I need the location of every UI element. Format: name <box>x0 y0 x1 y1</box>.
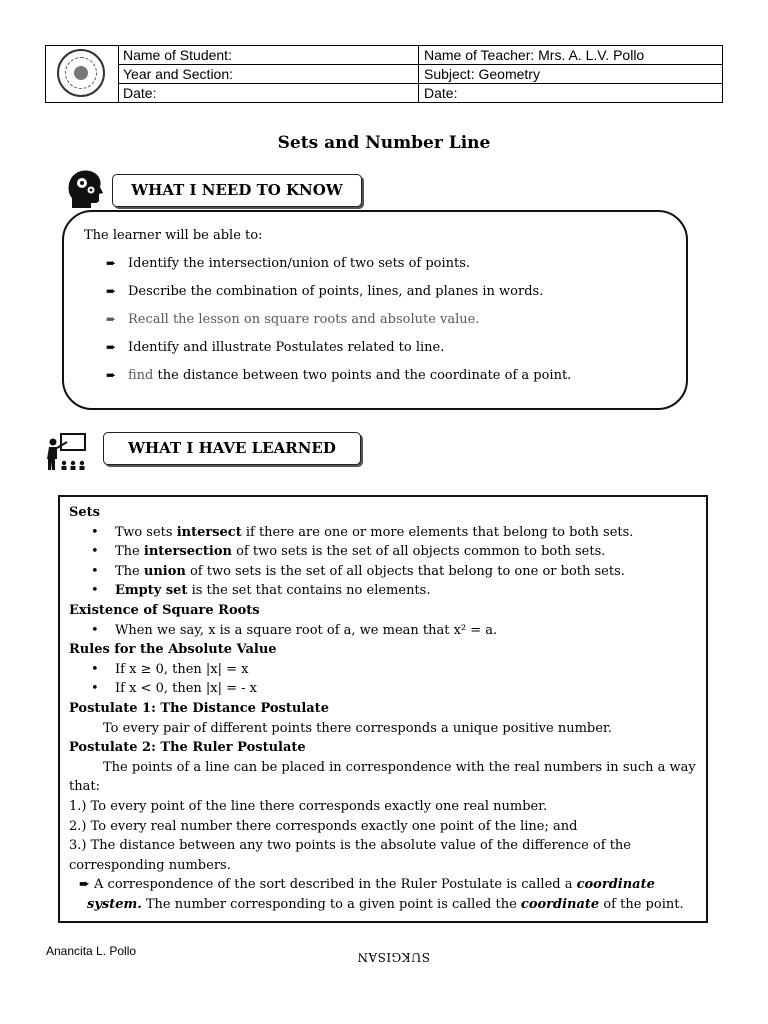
need-to-know-intro: The learner will be able to: <box>84 228 263 243</box>
page-title: Sets and Number Line <box>277 133 491 153</box>
arrow-bullet-icon: ➨ <box>79 877 95 893</box>
need-to-know-heading: WHAT I NEED TO KNOW <box>112 174 362 207</box>
teacher-name-label: Name of Teacher: Mrs. A. L.V. Pollo <box>419 46 722 65</box>
objective-lead-word: find <box>128 368 154 383</box>
arrow-bullet-icon: ➨ <box>106 284 117 298</box>
list-item: • When we say, x is a square root of a, we mean that x² = a. <box>91 622 498 638</box>
student-info-table <box>45 45 723 103</box>
objectives-list <box>106 255 571 395</box>
footer-center-text: SUKGISAN <box>357 950 431 964</box>
date-label-left: Date: <box>118 84 419 102</box>
head-gears-icon <box>66 168 104 212</box>
list-item: • Empty set is the set that contains no elements. <box>91 583 431 599</box>
logo-cell <box>46 46 119 102</box>
list-item: • The union of two sets is the set of all objects that belong to one or both sets. <box>91 563 625 579</box>
student-name-label: Name of Student: <box>118 46 419 65</box>
year-section-label: Year and Section: <box>118 65 419 84</box>
teacher-board-icon <box>46 432 90 472</box>
have-learned-heading: WHAT I HAVE LEARNED <box>103 432 361 465</box>
footer-author: Anancita L. Pollo <box>46 944 137 958</box>
arrow-bullet-icon: ➨ <box>106 368 117 382</box>
postulate-2-text: The points of a line can be placed in correspondence with the real numbers in such a way that: <box>69 759 696 795</box>
list-item <box>106 311 571 339</box>
arrow-bullet-icon: ➨ <box>106 256 117 270</box>
postulate-2-item: 3.) The distance between any two points is the absolute value of the difference of the corresponding numbers. <box>69 838 631 873</box>
list-item <box>106 339 571 367</box>
list-item: • If x < 0, then |x| = - x <box>91 681 258 697</box>
coordinate-note: ➨ A correspondence of the sort described in the Ruler Postulate is called a coordinate system. The number corresponding to a given point is called the coordinate of the point. <box>79 877 684 912</box>
postulate-2-title: Postulate 2: The Ruler Postulate <box>69 740 306 756</box>
school-seal-logo <box>57 49 105 97</box>
objective-text: the distance between two points and the coordinate of a point. <box>157 368 572 383</box>
sets-title: Sets <box>69 505 100 520</box>
date-label-right: Date: <box>424 85 458 101</box>
postulate-1-title: Postulate 1: The Distance Postulate <box>69 700 329 716</box>
subject-label: Subject: Geometry <box>419 65 722 84</box>
need-to-know-box <box>62 210 688 410</box>
objective-text: Recall the lesson on square roots and absolute value. <box>128 312 480 327</box>
info-grid <box>118 46 722 102</box>
objective-text: Identify and illustrate Postulates related to line. <box>128 340 445 355</box>
arrow-bullet-icon: ➨ <box>106 312 117 326</box>
arrow-bullet-icon: ➨ <box>106 340 117 354</box>
objective-text: Describe the combination of points, lines, and planes in words. <box>128 284 544 299</box>
list-item: • The intersection of two sets is the set of all objects common to both sets. <box>91 544 606 560</box>
list-item: • If x ≥ 0, then |x| = x <box>91 661 249 677</box>
list-item <box>106 255 571 283</box>
postulate-2-item: 1.) To every point of the line there corresponds exactly one real number. <box>69 798 548 814</box>
objective-text: Identify the intersection/union of two sets of points. <box>128 256 471 271</box>
postulate-1-text: To every pair of different points there corresponds a unique positive number. <box>103 720 612 736</box>
square-roots-title: Existence of Square Roots <box>69 602 260 618</box>
list-item <box>106 367 571 395</box>
have-learned-box <box>58 495 708 923</box>
postulate-2-item: 2.) To every real number there corresponds exactly one point of the line; and <box>69 818 578 834</box>
absolute-value-title: Rules for the Absolute Value <box>69 642 277 658</box>
list-item: • Two sets intersect if there are one or more elements that belong to both sets. <box>91 524 634 540</box>
list-item <box>106 283 571 311</box>
